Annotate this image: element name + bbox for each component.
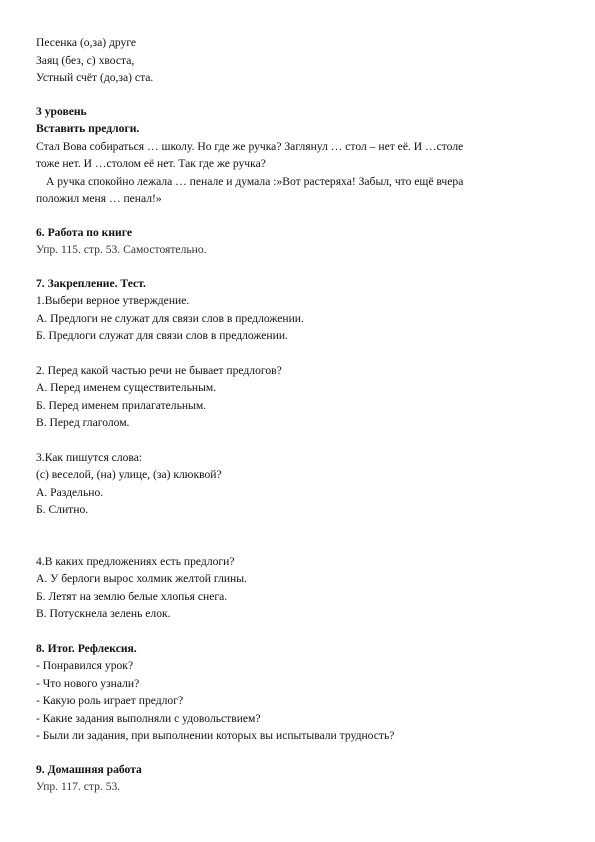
answer-option: Б. Слитно.: [36, 503, 89, 516]
intro-line-2: Заяц (без, с) хвоста,: [36, 53, 135, 67]
section-6-heading: [36, 224, 566, 242]
reflection-item: - Что нового узнали?: [36, 676, 140, 690]
level3-text-line: А ручка спокойно лежала … пенале и думала :»Вот растеряха! Забыл, что ещё вчера: [46, 174, 464, 188]
test-question-3: [36, 449, 566, 519]
level3-text-line: Стал Вова собираться … школу. Но где же ручка? Заглянул … стол – нет её. И …столе: [36, 139, 464, 153]
test-question-4: [36, 553, 566, 623]
question-text: 4.В каких предложениях есть предлоги?: [36, 554, 235, 568]
section-6-heading-num: 6. Работа: [36, 225, 84, 239]
section-7: [36, 275, 566, 623]
reflection-item: - Были ли задания, при выполнении которых вы испытывали трудность?: [36, 729, 395, 742]
answer-option: Б. Перед именем прилагательным.: [36, 398, 207, 412]
section-9-heading: 9. Домашняя работа: [36, 762, 142, 776]
level3-heading: 3 уровень: [36, 104, 87, 118]
reflection-item: - Какую роль играет предлог?: [36, 694, 184, 707]
level3-task: Вставить предлоги.: [36, 122, 140, 135]
intro-lines: [36, 34, 566, 87]
question-text: 1.Выбери верное утверждение.: [36, 294, 190, 307]
question-text: 3.Как пишутся слова:: [36, 450, 143, 464]
reflection-item: - Понравился урок?: [36, 659, 134, 672]
answer-option: Б. Предлоги служат для связи слов в предложении.: [36, 329, 288, 342]
section-9: [36, 761, 566, 796]
level3-text-line: тоже нет. И …столом её нет. Так где же ручка?: [36, 157, 266, 170]
section-6: [36, 224, 566, 259]
intro-line-1: Песенка (о,за) друге: [36, 36, 137, 49]
answer-option: В. Перед глаголом.: [36, 416, 130, 429]
section-7-heading: 7. Закрепление. Тест.: [36, 276, 146, 290]
question-text: 2. Перед какой частью речи не бывает предлогов?: [36, 363, 282, 377]
question-words: (с) веселой, (на) улице, (за) клюквой?: [36, 468, 222, 481]
section-9-text: Упр. 117. стр. 53.: [36, 780, 121, 793]
answer-option: А. Раздельно.: [36, 485, 104, 499]
level3-text-line: положил меня … пенал!»: [36, 192, 162, 205]
section-8-heading: 8. Итог. Рефлексия.: [36, 641, 137, 655]
section-8: [36, 640, 566, 745]
test-question-2: [36, 362, 566, 432]
section-6-heading-rest: по книге: [83, 225, 132, 239]
level3-section: [36, 103, 566, 208]
reflection-item: - Какие задания выполняли с удовольствием?: [36, 711, 261, 725]
intro-line-3: Устный счёт (до,за) ста.: [36, 71, 154, 84]
answer-option: А. У берлоги вырос холмик желтой глины.: [36, 572, 247, 585]
answer-option: Б. Летят на землю белые хлопья снега.: [36, 589, 228, 603]
answer-option: В. Потускнела зелень елок.: [36, 607, 171, 620]
section-6-text: Упр. 115. стр. 53. Самостоятельно.: [36, 243, 207, 256]
answer-option: А. Предлоги не служат для связи слов в предложении.: [36, 311, 304, 325]
answer-option: А. Перед именем существительным.: [36, 381, 217, 394]
test-question-1: [36, 292, 566, 345]
document-page: [36, 34, 566, 796]
